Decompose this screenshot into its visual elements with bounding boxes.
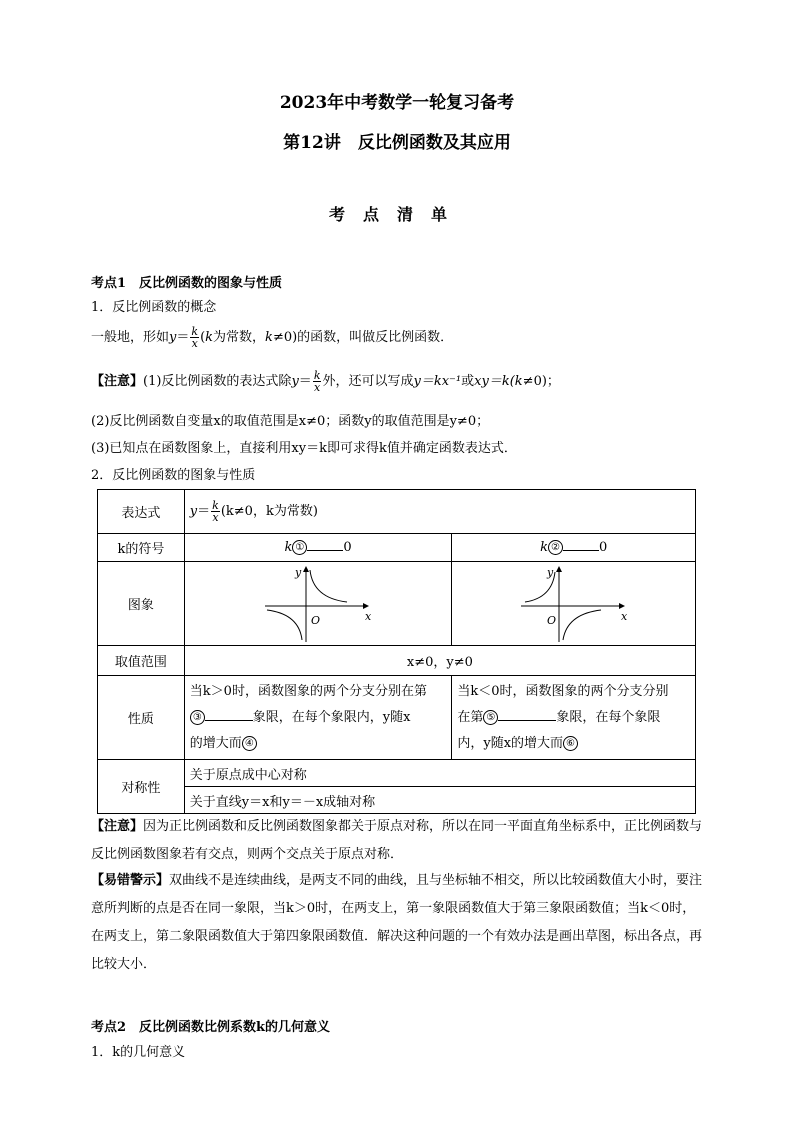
row-label-range: 取值范围 xyxy=(98,646,185,676)
axis-x-label: x xyxy=(620,609,627,623)
row-label-symmetry: 对称性 xyxy=(98,760,185,814)
properties-cell-positive: 当k＞0时，函数图象的两个分支分别在第 ③ 象限，在每个象限内，y随x 的增大而 ④ xyxy=(184,676,452,760)
properties-cell-negative: 当k＜0时，函数图象的两个分支分别 在第 ⑤ 象限，在每个象限 内，y随x的增大而 ⑥ xyxy=(452,676,696,760)
table-row xyxy=(98,646,696,676)
blank-marker-2: ② xyxy=(548,540,563,555)
blank-marker-3: ③ xyxy=(190,710,205,725)
table-row xyxy=(98,562,696,646)
blank-marker-6: ⑥ xyxy=(563,736,578,751)
kp1-heading: 考点1 反比例函数的图象与性质 xyxy=(91,276,283,291)
origin-label: O xyxy=(546,613,556,627)
blank-line-5 xyxy=(498,720,556,721)
note2-line: (2)反比例函数自变量x的取值范围是x≠0；函数y的取值范围是y≠0； xyxy=(91,414,490,429)
symmetry-axial: 关于直线y＝x和y＝－x成轴对称 xyxy=(184,787,695,814)
blank-line-3 xyxy=(205,720,253,721)
graph-cell-positive xyxy=(184,562,452,646)
lecture-title: 第12讲 反比例函数及其应用 xyxy=(283,133,511,153)
table-row xyxy=(98,534,696,562)
table-row xyxy=(98,676,696,760)
warning-paragraph: 【易错警示】双曲线不是连续曲线，是两支不同的曲线，且与坐标轴不相交，所以比较函数值大小时，要注意所判断的点是否在同一象限，当k＞0时，在两支上，第一象限函数值大于第三象限函数值；当k＜0时，在两支上，第二象限函数值大于第四象限函数值．解决这种问题的一个有效办法是画出草图，标出各点，再比较大小． xyxy=(91,873,703,972)
section-title: 考点清单 xyxy=(328,205,465,224)
row-label-k-sign: k的符号 xyxy=(98,534,185,562)
k-sign-cell-negative: k ② 0 xyxy=(452,534,696,562)
properties-table xyxy=(97,489,696,814)
hyperbola-graph-positive-k xyxy=(263,564,373,644)
axis-y-label: y xyxy=(546,565,553,579)
row-label-graph: 图象 xyxy=(98,562,185,646)
fraction-k-over-x: $\frac{k}{x}$ xyxy=(212,499,219,524)
document-title: 2023年中考数学一轮复习备考 xyxy=(279,93,515,113)
row-label-properties: 性质 xyxy=(98,676,185,760)
graph-cell-negative xyxy=(452,562,696,646)
origin-label: O xyxy=(311,613,321,627)
axis-x-label: x xyxy=(365,609,372,623)
symmetry-central: 关于原点成中心对称 xyxy=(184,760,695,787)
blank-marker-1: ① xyxy=(292,540,307,555)
blank-line-2 xyxy=(563,550,599,551)
kp2-s1: 1．k的几何意义 xyxy=(91,1045,186,1060)
note1-line: 【注意】(1)反比例函数的表达式除y＝ $\frac{k}{x}$ 外，还可以写成y＝kx⁻¹或xy＝k(k≠0)； xyxy=(91,369,560,394)
note3-line: (3)已知点在函数图象上，直接利用xy＝k即可求得k值并确定函数表达式． xyxy=(91,441,517,456)
blank-marker-4: ④ xyxy=(242,736,257,751)
table-row xyxy=(98,760,696,787)
range-cell: x≠0，y≠0 xyxy=(184,646,695,676)
table-row xyxy=(98,787,696,814)
kp1-s2: 2．反比例函数的图象与性质 xyxy=(91,468,256,483)
blank-marker-5: ⑤ xyxy=(483,710,498,725)
fraction-k-over-x: $\frac{k}{x}$ xyxy=(191,325,199,350)
fraction-k-over-x: $\frac{k}{x}$ xyxy=(313,369,321,394)
axis-y-label: y xyxy=(295,565,302,579)
k-sign-cell-positive: k ① 0 xyxy=(184,534,452,562)
kp1-s1: 1．反比例函数的概念 xyxy=(91,300,217,315)
kp2-heading: 考点2 反比例函数比例系数k的几何意义 xyxy=(91,1020,331,1035)
blank-line-1 xyxy=(307,550,343,551)
table-row xyxy=(98,490,696,534)
expression-cell: y＝ $\frac{k}{x}$ (k≠0，k为常数) xyxy=(184,490,695,534)
note-after-table: 【注意】因为正比例函数和反比例函数图象都关于原点对称，所以在同一平面直角坐标系中，正比例函数与反比例函数图象若有交点，则两个交点关于原点对称． xyxy=(91,819,703,862)
row-label-expression: 表达式 xyxy=(98,490,185,534)
definition-line: 一般地，形如y＝ $\frac{k}{x}$ (k为常数，k≠0)的函数，叫做反比例函数． xyxy=(91,325,454,350)
hyperbola-graph-negative-k xyxy=(519,564,629,644)
